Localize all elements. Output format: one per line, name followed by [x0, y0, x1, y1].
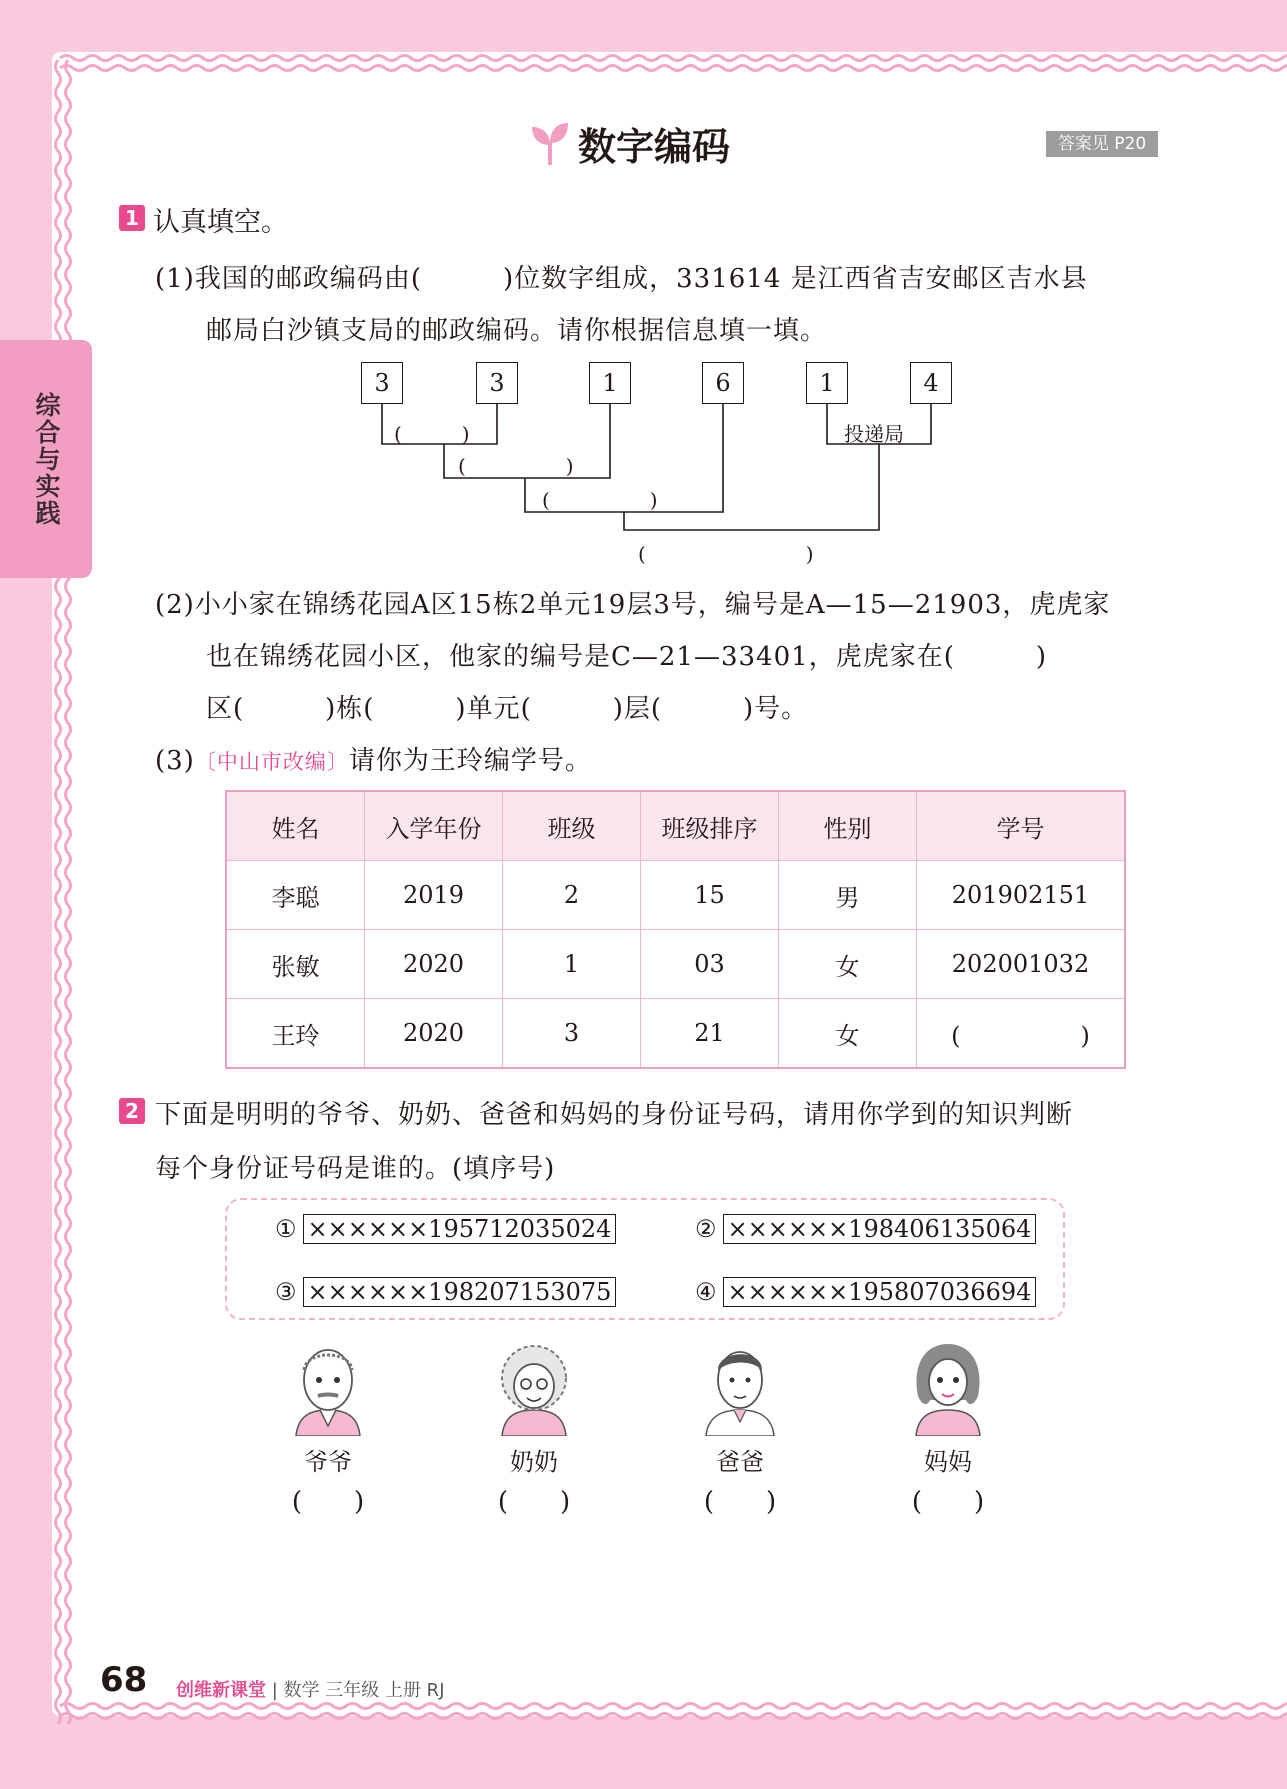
- q1-part1-line2: 邮局白沙镇支局的邮政编码。请你根据信息填一填。: [206, 316, 828, 346]
- q1-part1-line1: (1)我国的邮政编码由( )位数字组成，331614 是江西省吉安邮区吉水县: [155, 264, 1088, 294]
- answer-blank: ( ): [703, 1487, 777, 1517]
- grandpa-icon: [288, 1336, 368, 1436]
- person-dad: [690, 1336, 790, 1518]
- digit-box: 3: [476, 362, 518, 404]
- id-item: [275, 1277, 616, 1307]
- footer-brand: 创维新课堂: [176, 1680, 266, 1701]
- q1-part2-line3: 区( )栋( )单元( )层( )号。: [206, 694, 809, 724]
- table-header-cell: 姓名: [226, 791, 365, 861]
- blank-bracket-2: ( ): [458, 454, 574, 478]
- id-item: [275, 1214, 616, 1244]
- table-cell: 201902151: [917, 861, 1126, 930]
- dad-icon: [700, 1336, 780, 1436]
- question-number-2: 2: [119, 1098, 145, 1124]
- person-name: 爸爸: [716, 1448, 764, 1476]
- digit-box: 1: [806, 362, 848, 404]
- table-header-cell: 性别: [779, 791, 917, 861]
- table-header-cell: 入学年份: [365, 791, 503, 861]
- id-number: ××××××198406135064: [723, 1214, 1037, 1244]
- page-title: 数字编码: [578, 124, 731, 169]
- person-name: 奶奶: [510, 1448, 558, 1476]
- table-cell: 女: [779, 999, 917, 1069]
- source-tag: 〔中山市改编〕: [194, 750, 349, 774]
- table-cell: 张敏: [226, 930, 365, 999]
- person-grandpa: [278, 1336, 378, 1518]
- question-number-1: 1: [119, 205, 145, 231]
- table-cell: 21: [641, 999, 779, 1069]
- footer-details: | 数学 三年级 上册 RJ: [271, 1680, 445, 1701]
- table-cell: 李聪: [226, 861, 365, 930]
- answer-blank: ( ): [497, 1487, 571, 1517]
- table-header-row: [226, 791, 1125, 861]
- table-cell: ( ): [917, 999, 1126, 1069]
- q1-part2-line1: (2)小小家在锦绣花园A区15栋2单元19层3号，编号是A—15—21903，虎虎家: [155, 590, 1111, 620]
- id-item: [695, 1214, 1036, 1244]
- table-header-cell: 班级排序: [641, 791, 779, 861]
- table-cell: 03: [641, 930, 779, 999]
- table-cell: 女: [779, 930, 917, 999]
- q1-part3-text: 请你为王玲编学号。: [348, 746, 592, 776]
- question-1-title: 认真填空。: [153, 207, 288, 238]
- id-number: ××××××195712035024: [303, 1214, 617, 1244]
- mom-icon: [908, 1336, 988, 1436]
- id-mark: ①: [275, 1215, 297, 1243]
- person-mom: [898, 1336, 998, 1518]
- table-cell: 男: [779, 861, 917, 930]
- table-cell: 15: [641, 861, 779, 930]
- answer-reference-badge: 答案见 P20: [1046, 131, 1158, 157]
- table-cell: 王玲: [226, 999, 365, 1069]
- q2-line2: 每个身份证号码是谁的。(填序号): [155, 1154, 556, 1184]
- id-mark: ④: [695, 1278, 717, 1306]
- table-cell: 2: [503, 861, 641, 930]
- footer-info: [176, 1676, 445, 1702]
- person-name: 妈妈: [924, 1448, 972, 1476]
- id-mark: ③: [275, 1278, 297, 1306]
- table-cell: 3: [503, 999, 641, 1069]
- id-number-box: [225, 1198, 1065, 1320]
- table-row: [226, 999, 1125, 1069]
- student-id-table: [225, 790, 1126, 1069]
- page-number: 68: [100, 1660, 148, 1700]
- table-cell: 202001032: [917, 930, 1126, 999]
- table-cell: 2019: [365, 861, 503, 930]
- blank-bracket-4: ( ): [638, 542, 814, 566]
- q1-part3-line: [155, 740, 592, 777]
- id-item: [695, 1277, 1036, 1307]
- blank-bracket-1: ( ): [394, 422, 470, 446]
- delivery-office-label: 投递局: [844, 422, 904, 446]
- person-grandma: [484, 1336, 584, 1518]
- table-row: [226, 930, 1125, 999]
- digit-box: 6: [702, 362, 744, 404]
- table-cell: 2020: [365, 999, 503, 1069]
- digit-box: 4: [910, 362, 952, 404]
- blank-bracket-3: ( ): [542, 488, 658, 512]
- table-cell: 1: [503, 930, 641, 999]
- id-mark: ②: [695, 1215, 717, 1243]
- answer-blank: ( ): [291, 1487, 365, 1517]
- table-header-cell: 学号: [917, 791, 1126, 861]
- table-cell: 2020: [365, 930, 503, 999]
- table-header-cell: 班级: [503, 791, 641, 861]
- answer-blank: ( ): [911, 1487, 985, 1517]
- person-name: 爷爷: [304, 1448, 352, 1476]
- id-number: ××××××195807036694: [723, 1277, 1037, 1307]
- q2-line1: 下面是明明的爷爷、奶奶、爸爸和妈妈的身份证号码，请用你学到的知识判断: [155, 1100, 1074, 1130]
- grandma-icon: [494, 1336, 574, 1436]
- q1-part2-line2: 也在锦绣花园小区，他家的编号是C—21—33401，虎虎家在( ): [206, 642, 1047, 672]
- side-tab-label: 综合与实践: [32, 391, 61, 527]
- digit-box: 3: [361, 362, 403, 404]
- digit-box: 1: [589, 362, 631, 404]
- id-number: ××××××198207153075: [303, 1277, 617, 1307]
- table-row: [226, 861, 1125, 930]
- q1-part3-prefix: (3): [155, 746, 195, 776]
